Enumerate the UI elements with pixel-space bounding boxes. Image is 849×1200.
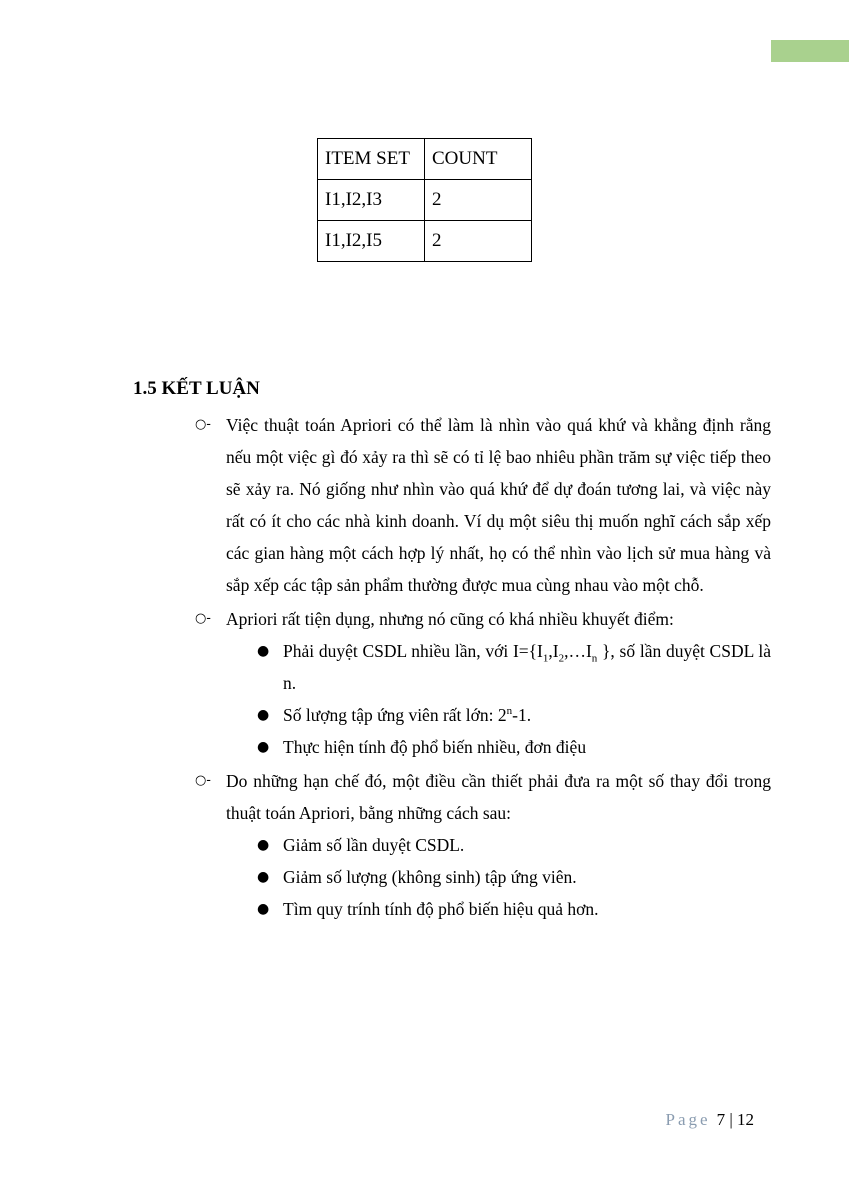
table-cell: 2: [425, 180, 532, 221]
sub-list-item: [257, 731, 771, 763]
table-cell: I1,I2,I3: [318, 180, 425, 221]
table-header-cell: ITEM SET: [318, 139, 425, 180]
sub-list-item-text: Giảm số lượng (không sinh) tập ứng viên.: [283, 867, 577, 887]
page-separator: |: [729, 1110, 733, 1129]
table-cell: 2: [425, 221, 532, 262]
sub-list-item-text: Số lượng tập ứng viên rất lớn: 2: [283, 705, 507, 725]
sub-list-item-text: }, số lần duyệt CSDL là n.: [283, 641, 771, 693]
table-cell: I1,I2,I5: [318, 221, 425, 262]
sub-list: [226, 635, 771, 763]
list-item-text: Việc thuật toán Apriori có thể làm là nhìn vào quá khứ và khẳng định rằng nếu một việc gì đó xảy ra thì sẽ có tỉ lệ bao nhiêu phần trăm sự việc tiếp theo sẽ xảy ra. Nó giống như nhìn vào quá khứ để dự đoán tương lai, và việc này rất có ít cho các nhà kinh doanh. Ví dụ một siêu thị muốn nghĩ cách sắp xếp các gian hàng một cách hợp lý nhất, họ có thể nhìn vào lịch sử mua hàng và sắp xếp các tập sản phẩm thường được mua cùng nhau vào một chỗ.: [226, 415, 771, 595]
sub-list-item: [257, 635, 771, 699]
sub-list-item: [257, 893, 771, 925]
table-row: [318, 180, 532, 221]
total-pages: 12: [737, 1110, 754, 1129]
sub-list-item-text: Phải duyệt CSDL nhiều lần, với I={I: [283, 641, 543, 661]
subscript: n: [591, 652, 598, 665]
sub-list: [226, 829, 771, 925]
itemset-count-table: [317, 138, 532, 262]
page-footer: [666, 1110, 754, 1130]
sub-list-item-text: ,…I: [564, 641, 592, 661]
table-header-row: [318, 139, 532, 180]
sub-list-item-text: Thực hiện tính độ phổ biến nhiều, đơn điệu: [283, 737, 587, 757]
table-header-cell: COUNT: [425, 139, 532, 180]
page-number: 7: [716, 1110, 726, 1129]
list-item: [194, 409, 771, 601]
sub-list-item-text: -1.: [512, 705, 532, 725]
sub-list-item: [257, 829, 771, 861]
dot-bullet-icon: ●: [257, 739, 270, 755]
hollow-bullet-icon: ○-: [194, 773, 212, 788]
sub-list-item-text: ,I: [548, 641, 559, 661]
dot-bullet-icon: ●: [257, 901, 270, 917]
sub-list-item: [257, 699, 771, 731]
superscript: n: [506, 705, 513, 718]
sub-list-item-text: Tìm quy trính tính độ phổ biến hiệu quả hơn.: [283, 899, 599, 919]
hollow-bullet-icon: ○-: [194, 611, 212, 626]
header-accent-bar: [771, 40, 849, 62]
conclusion-list: [194, 409, 771, 927]
list-item-text: Apriori rất tiện dụng, nhưng nó cũng có khá nhiều khuyết điểm:: [226, 609, 674, 629]
page-label: Page: [665, 1110, 711, 1129]
sub-list-item-text: Giảm số lần duyệt CSDL.: [283, 835, 465, 855]
section-heading: 1.5 KẾT LUẬN: [133, 378, 260, 399]
subscript: 2: [558, 652, 565, 665]
sub-list-item: [257, 861, 771, 893]
hollow-bullet-icon: ○-: [194, 417, 212, 432]
table-row: [318, 221, 532, 262]
dot-bullet-icon: ●: [257, 707, 270, 723]
dot-bullet-icon: ●: [257, 643, 270, 659]
dot-bullet-icon: ●: [257, 837, 270, 853]
dot-bullet-icon: ●: [257, 869, 270, 885]
list-item: [194, 603, 771, 763]
subscript: 1: [542, 652, 549, 665]
list-item: [194, 765, 771, 925]
list-item-text: Do những hạn chế đó, một điều cần thiết phải đưa ra một số thay đổi trong thuật toán Apriori, bằng những cách sau:: [226, 771, 771, 823]
